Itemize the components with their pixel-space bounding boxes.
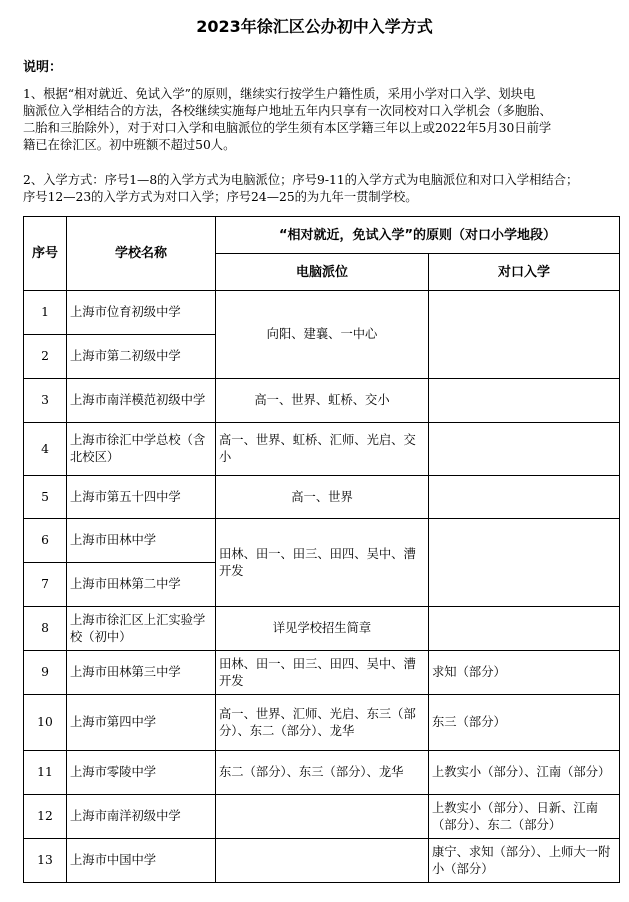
- direct-cell: 康宁、求知（部分）、上师大一附小（部分）: [429, 839, 620, 883]
- table-row: [24, 795, 620, 839]
- direct-cell: 求知（部分）: [429, 651, 620, 695]
- header-school: 学校名称: [67, 217, 216, 291]
- computer-cell: 向阳、建襄、一中心: [216, 291, 429, 379]
- table-row: [24, 291, 620, 335]
- paragraph-2-line: 序号12—23的入学方式为对口入学；序号24—25的为九年一贯制学校。: [23, 190, 418, 204]
- direct-cell: 上教实小（部分）、日新、江南（部分）、东二（部分）: [429, 795, 620, 839]
- computer-cell: 高一、世界: [216, 476, 429, 519]
- seq-cell: 1: [24, 291, 67, 335]
- direct-cell: 东三（部分）: [429, 695, 620, 751]
- paragraph-1-line: 籍已在徐汇区。初中班额不超过50人。: [23, 138, 236, 152]
- seq-cell: 13: [24, 839, 67, 883]
- seq-cell: 9: [24, 651, 67, 695]
- direct-cell: [429, 607, 620, 651]
- computer-cell: 高一、世界、虹桥、交小: [216, 379, 429, 423]
- paragraph-1-line: 1、根据“相对就近、免试入学”的原则，继续实行按学生户籍性质，采用小学对口入学、划块电: [23, 87, 536, 101]
- school-cell: 上海市位育初级中学: [67, 291, 216, 335]
- paragraph-1-line: 二胎和三胎除外），对于对口入学和电脑派位的学生须有本区学籍三年以上或2022年5月30日前学: [23, 121, 552, 135]
- school-cell: 上海市第四中学: [67, 695, 216, 751]
- table-row: [24, 651, 620, 695]
- seq-cell: 4: [24, 423, 67, 476]
- seq-cell: 7: [24, 563, 67, 607]
- paragraph-2-line: 2、入学方式：序号1—8的入学方式为电脑派位；序号9-11的入学方式为电脑派位和对口入学相结合；: [23, 173, 579, 187]
- paragraph-1-line: 脑派位入学相结合的方法，各校继续实施每户地址五年内只享有一次同校对口入学机会（多胞胎、: [23, 104, 552, 118]
- school-cell: 上海市南洋模范初级中学: [67, 379, 216, 423]
- table-row: [24, 379, 620, 423]
- table-row: [24, 476, 620, 519]
- computer-cell: 详见学校招生简章: [216, 607, 429, 651]
- admissions-table: [23, 216, 620, 883]
- direct-cell: [429, 423, 620, 476]
- computer-cell: 高一、世界、汇师、光启、东三（部分）、东二（部分）、龙华: [216, 695, 429, 751]
- direct-cell: [429, 519, 620, 607]
- table-row: [24, 607, 620, 651]
- computer-cell: 田林、田一、田三、田四、吴中、漕开发: [216, 651, 429, 695]
- school-cell: 上海市第二初级中学: [67, 335, 216, 379]
- school-cell: 上海市南洋初级中学: [67, 795, 216, 839]
- direct-cell: [429, 379, 620, 423]
- direct-cell: 上教实小（部分）、江南（部分）: [429, 751, 620, 795]
- computer-cell: 田林、田一、田三、田四、吴中、漕开发: [216, 519, 429, 607]
- seq-cell: 2: [24, 335, 67, 379]
- header-principle: “相对就近，免试入学”的原则（对口小学地段）: [216, 217, 620, 254]
- table-row: [24, 695, 620, 751]
- computer-cell: 高一、世界、虹桥、汇师、光启、交小: [216, 423, 429, 476]
- paragraph-2: [23, 172, 615, 206]
- computer-cell: 东二（部分）、东三（部分）、龙华: [216, 751, 429, 795]
- table-row: [24, 423, 620, 476]
- school-cell: 上海市田林第二中学: [67, 563, 216, 607]
- school-cell: 上海市零陵中学: [67, 751, 216, 795]
- direct-cell: [429, 476, 620, 519]
- school-cell: 上海市徐汇区上汇实验学校（初中）: [67, 607, 216, 651]
- seq-cell: 6: [24, 519, 67, 563]
- school-cell: 上海市田林第三中学: [67, 651, 216, 695]
- seq-cell: 10: [24, 695, 67, 751]
- header-seq: 序号: [24, 217, 67, 291]
- direct-cell: [429, 291, 620, 379]
- seq-cell: 11: [24, 751, 67, 795]
- header-computer: 电脑派位: [216, 254, 429, 291]
- header-direct: 对口入学: [429, 254, 620, 291]
- table-row: [24, 751, 620, 795]
- school-cell: 上海市中国中学: [67, 839, 216, 883]
- seq-cell: 5: [24, 476, 67, 519]
- seq-cell: 12: [24, 795, 67, 839]
- table-row: [24, 839, 620, 883]
- school-cell: 上海市田林中学: [67, 519, 216, 563]
- computer-cell: [216, 795, 429, 839]
- school-cell: 上海市徐汇中学总校（含北校区）: [67, 423, 216, 476]
- seq-cell: 3: [24, 379, 67, 423]
- page-title: 2023年徐汇区公办初中入学方式: [196, 17, 433, 36]
- paragraph-1: [23, 86, 615, 154]
- school-cell: 上海市第五十四中学: [67, 476, 216, 519]
- note-label: 说明：: [23, 60, 63, 75]
- seq-cell: 8: [24, 607, 67, 651]
- computer-cell: [216, 839, 429, 883]
- table-row: [24, 519, 620, 563]
